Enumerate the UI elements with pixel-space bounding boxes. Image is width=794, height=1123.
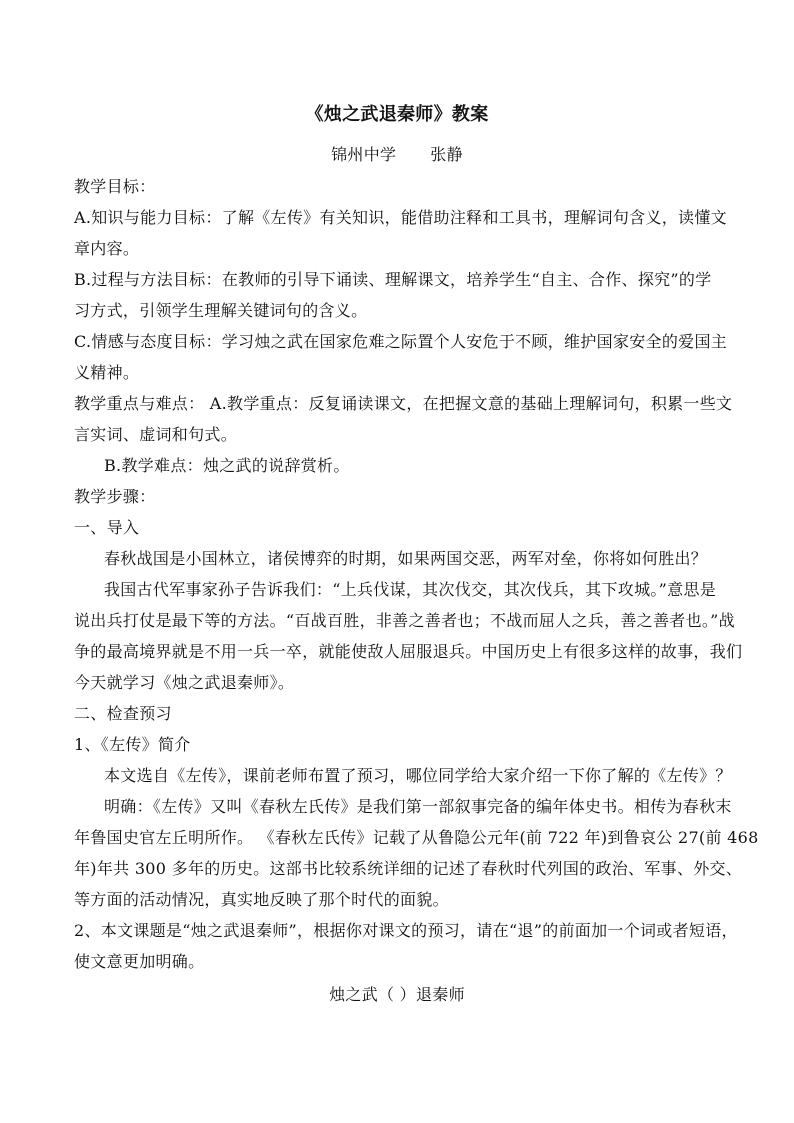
paragraph-line: 义精神。	[74, 363, 140, 382]
author-name: 张静	[430, 145, 463, 164]
paragraph-line: 年)年共 300 多年的历史。这部书比较系统详细的记述了春秋时代列国的政治、军事、外交、	[74, 859, 743, 878]
paragraph-line: 说出兵打仗是最下等的方法。“百战百胜，非善之善者也；不战而屈人之兵，善之善者也。”战	[74, 611, 735, 630]
paragraph-line: 章内容。	[74, 239, 140, 258]
paragraph-line: A.知识与能力目标：了解《左传》有关知识，能借助注释和工具书，理解词句含义，读懂文	[74, 208, 727, 227]
fill-in-blank-line: 烛之武（ ）退秦师	[329, 985, 465, 1004]
paragraph-line: 言实词、虚词和句式。	[74, 425, 238, 444]
author-line	[0, 144, 794, 166]
paragraph-line: 教学步骤：	[74, 487, 156, 506]
paragraph-line: 教学重点与难点： A.教学重点：反复诵读课文，在把握文意的基础上理解词句，积累一些文	[74, 394, 733, 413]
paragraph-line: 争的最高境界就是不用一兵一卒，就能使敌人屈服退兵。中国历史上有很多这样的故事，我们	[74, 642, 743, 661]
section-heading: 二、检查预习	[74, 704, 172, 723]
paragraph-line: B.教学难点：烛之武的说辞赏析。	[104, 456, 350, 475]
paragraph-line: 我国古代军事家孙子告诉我们：“上兵伐谋，其次伐交，其次伐兵，其下攻城。”意思是	[104, 580, 717, 599]
document-title: 《烛之武退秦师》教案	[305, 104, 489, 125]
author-school: 锦州中学	[331, 145, 397, 164]
paragraph-line: 今天就学习《烛之武退秦师》。	[74, 673, 295, 692]
paragraph-line: 年鲁国史官左丘明所作。 《春秋左氏传》记载了从鲁隐公元年(前 722 年)到鲁哀公 27(前 468	[74, 828, 759, 847]
paragraph-line: 明确：《左传》又叫《春秋左氏传》是我们第一部叙事完备的编年体史书。相传为春秋末	[104, 797, 732, 816]
paragraph-line: 习方式，引领学生理解关键词句的含义。	[74, 301, 368, 320]
paragraph-line: 春秋战国是小国林立，诸侯博弈的时期，如果两国交恶，两军对垒，你将如何胜出？	[104, 549, 708, 568]
paragraph-line: C.情感与态度目标：学习烛之武在国家危难之际置个人安危于不顾，维护国家安全的爱国主	[74, 332, 728, 351]
paragraph-line: B.过程与方法目标：在教师的引导下诵读、理解课文，培养学生“自主、合作、探究”的学	[74, 270, 712, 289]
paragraph-line: 本文选自《左传》，课前老师布置了预习，哪位同学给大家介绍一下你了解的《左传》？	[104, 766, 732, 785]
paragraph-line: 等方面的活动情况，真实地反映了那个时代的面貌。	[74, 890, 449, 909]
paragraph-line: 教学目标：	[74, 177, 156, 196]
subsection-heading: 1、《左传》简介	[74, 735, 191, 754]
section-heading: 一、导入	[74, 518, 140, 537]
subsection-heading: 2、本文课题是“烛之武退秦师”，根据你对课文的预习，请在“退”的前面加一个词或者短语，	[74, 921, 738, 940]
paragraph-line: 使文意更加明确。	[74, 952, 205, 971]
